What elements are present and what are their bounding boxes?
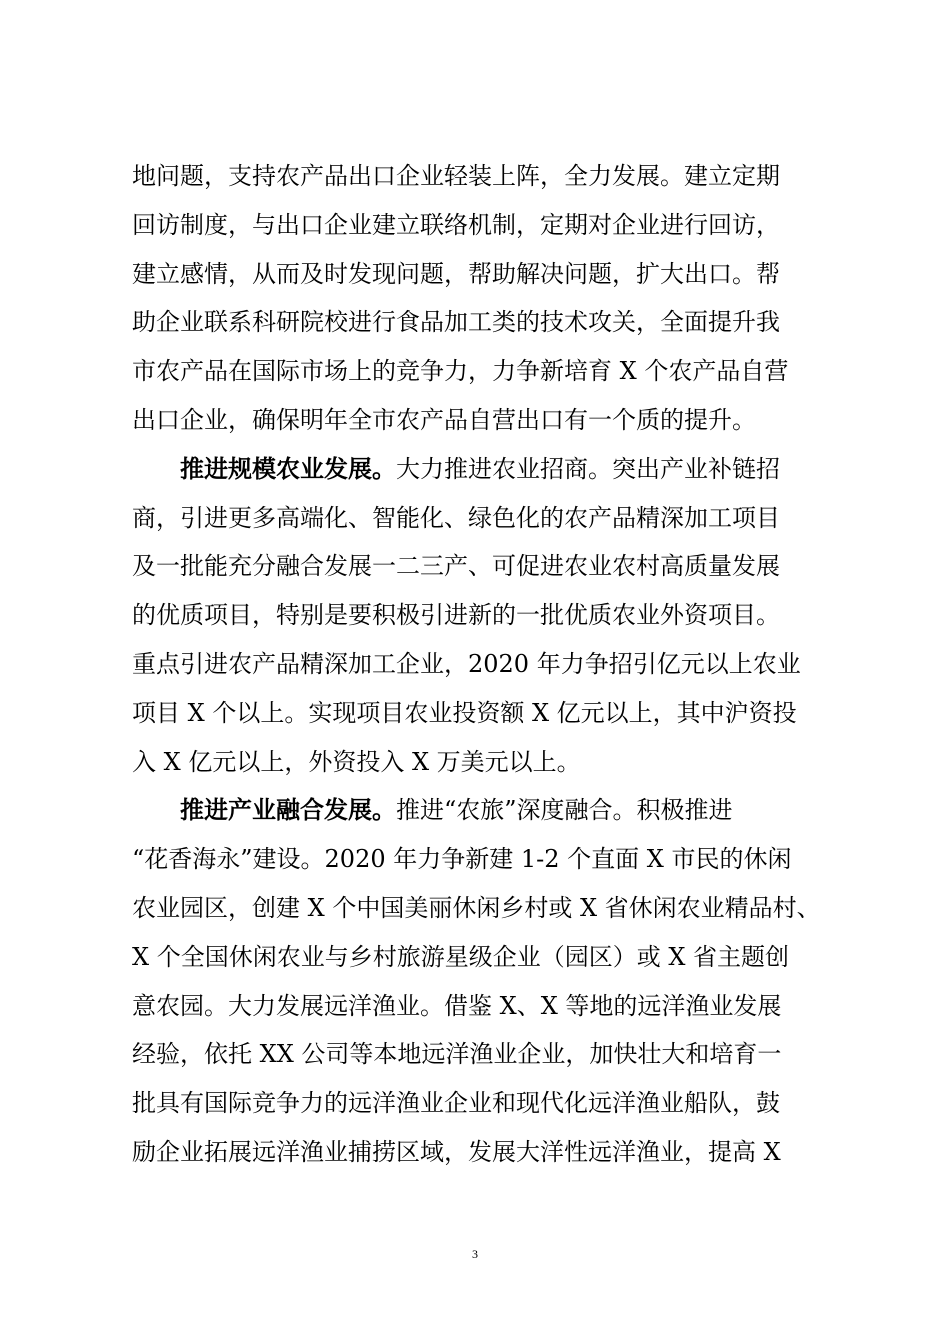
paragraph-industry-integration bbox=[132, 786, 832, 1176]
text-line: 地问题，支持农产品出口企业轻装上阵，全力发展。建立定期 bbox=[132, 162, 780, 190]
text-line: 的优质项目，特别是要积极引进新的一批优质农业外资项目。 bbox=[132, 601, 780, 630]
text-line: 重点引进农产品精深加工企业，2020 年力争招引亿元以上农业 bbox=[132, 649, 801, 678]
text-line: 及一批能充分融合发展一二三产、可促进农业农村高质量发展 bbox=[132, 552, 780, 581]
text-line: “花香海永”建设。2020 年力争新建 1-2 个直面 X 市民的休闲 bbox=[132, 845, 792, 874]
text-line: 建立感情，从而及时发现问题，帮助解决问题，扩大出口。帮 bbox=[132, 259, 780, 288]
text-line: 农业园区，创建 X 个中国美丽休闲乡村或 X 省休闲农业精品村、 bbox=[132, 893, 821, 922]
document-body bbox=[132, 152, 832, 1177]
text-line: 出口企业，确保明年全市农产品自营出口有一个质的提升。 bbox=[132, 405, 756, 434]
text-line: 励企业拓展远洋渔业捕捞区域，发展大洋性远洋渔业，提高 X bbox=[132, 1137, 781, 1166]
paragraph-text: 大力推进农业招商。突出产业补链招 bbox=[396, 454, 780, 483]
paragraph-heading: 推进产业融合发展。 bbox=[180, 795, 396, 825]
text-line: 意农园。大力发展远洋渔业。借鉴 X、X 等地的远洋渔业发展 bbox=[132, 991, 782, 1020]
text-line: 项目 X 个以上。实现项目农业投资额 X 亿元以上，其中沪资投 bbox=[132, 698, 797, 727]
text-line bbox=[132, 786, 832, 835]
text-line: 商，引进更多高端化、智能化、绿色化的农产品精深加工项目 bbox=[132, 503, 780, 532]
text-line: 入 X 亿元以上，外资投入 X 万美元以上。 bbox=[132, 747, 581, 776]
text-line: 助企业联系科研院校进行食品加工类的技术攻关，全面提升我 bbox=[132, 308, 780, 337]
text-line: 回访制度，与出口企业建立联络机制，定期对企业进行回访， bbox=[132, 210, 780, 239]
paragraph-scale-agriculture bbox=[132, 445, 832, 787]
text-line: X 个全国休闲农业与乡村旅游星级企业（园区）或 X 省主题创 bbox=[132, 942, 790, 971]
text-line bbox=[132, 445, 832, 494]
paragraph-export-support bbox=[132, 152, 832, 445]
text-line: 市农产品在国际市场上的竞争力，力争新培育 X 个农产品自营 bbox=[132, 357, 789, 386]
page-number: 3 bbox=[472, 1247, 478, 1261]
text-line: 批具有国际竞争力的远洋渔业企业和现代化远洋渔业船队，鼓 bbox=[132, 1089, 780, 1118]
text-line: 经验，依托 XX 公司等本地远洋渔业企业，加快壮大和培育一 bbox=[132, 1040, 782, 1069]
paragraph-heading: 推进规模农业发展。 bbox=[180, 453, 396, 483]
paragraph-text: 推进“农旅”深度融合。积极推进 bbox=[396, 796, 733, 825]
